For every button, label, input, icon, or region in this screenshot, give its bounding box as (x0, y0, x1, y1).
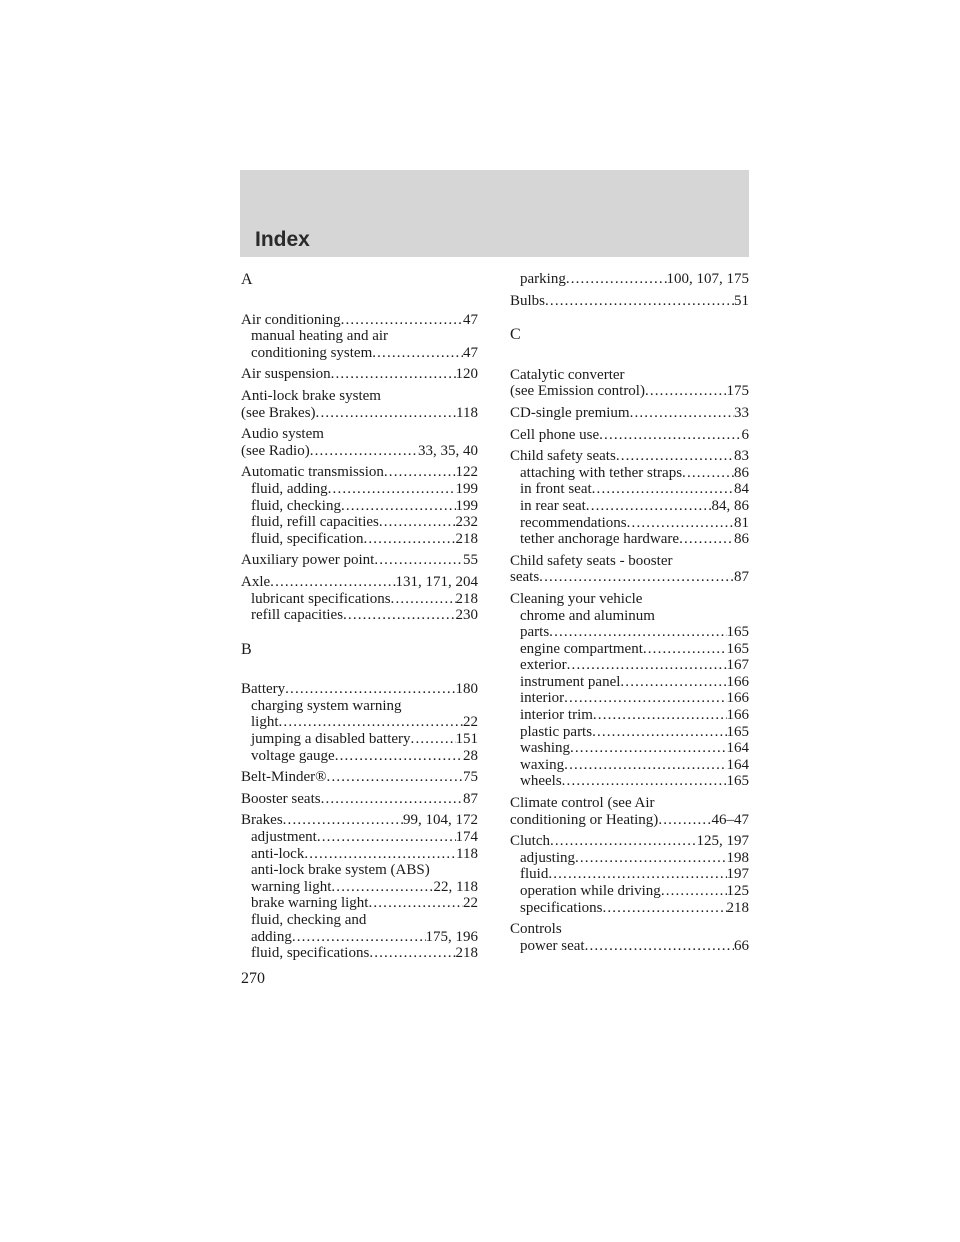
dot-leader (341, 498, 456, 515)
index-page-ref: 47 (463, 311, 478, 328)
index-page-ref: 167 (726, 657, 749, 674)
index-term: Air suspension (241, 366, 331, 383)
index-entry-line (510, 553, 749, 570)
index-entry-line (510, 367, 749, 384)
index-page-ref: 118 (456, 845, 478, 862)
index-term: (see Radio) (241, 442, 310, 459)
index-term: Child safety seats (510, 448, 616, 465)
dot-leader (630, 405, 734, 422)
index-subentry-line (241, 481, 478, 498)
dot-leader (321, 791, 463, 808)
index-page-ref: 22 (463, 895, 478, 912)
index-page-ref: 165 (726, 773, 749, 790)
index-term: interior trim (520, 707, 593, 724)
dot-leader (270, 574, 395, 591)
index-term: (see Emission control) (510, 383, 645, 400)
dot-leader (682, 465, 734, 482)
index-page-ref: 131, 171, 204 (395, 573, 478, 590)
dot-leader (599, 427, 741, 444)
index-term: (see Brakes) (241, 404, 316, 421)
index-subentry-line (241, 345, 478, 362)
index-entry-line (241, 769, 478, 786)
index-entry (241, 312, 478, 362)
index-term: parts (520, 624, 550, 641)
index-subentry-line (241, 879, 478, 896)
index-subentry-line (510, 900, 749, 917)
index-term: specifications (520, 899, 603, 916)
dot-leader (363, 531, 455, 548)
index-entry-line (510, 405, 749, 422)
index-term: adding (251, 928, 292, 945)
index-page-ref: 232 (455, 514, 478, 531)
index-entry (510, 553, 749, 586)
index-subentry-line (241, 846, 478, 863)
index-entry-line (241, 791, 478, 808)
index-term: engine compartment (520, 640, 643, 657)
dot-leader (566, 271, 667, 288)
index-term: fluid, refill capacities (251, 514, 379, 531)
section-letter: C (510, 326, 521, 344)
index-subentry-line (510, 498, 749, 515)
index-term: Axle (241, 573, 271, 590)
index-term: attaching with tether straps (520, 464, 683, 481)
index-term: seats (510, 569, 540, 586)
dot-leader (593, 707, 727, 724)
index-term: fluid, specifications (251, 945, 370, 962)
dot-leader (341, 312, 463, 329)
dot-leader (620, 674, 726, 691)
index-subentry-line (241, 912, 478, 929)
index-term: Cell phone use (510, 426, 600, 443)
index-term: in rear seat (520, 497, 586, 514)
index-term: Brakes (241, 812, 283, 829)
dot-leader (586, 498, 712, 515)
index-page-ref: 87 (463, 790, 478, 807)
dot-leader (379, 514, 456, 531)
index-term: washing (520, 740, 570, 757)
dot-leader (564, 757, 726, 774)
index-entry (510, 448, 749, 548)
index-entry-line (241, 426, 478, 443)
index-term: warning light (251, 878, 332, 895)
index-term: Climate control (see Air (510, 795, 655, 812)
index-page-ref: 47 (463, 344, 478, 361)
index-term: refill capacities (251, 607, 344, 624)
dot-leader (331, 879, 433, 896)
index-subentry-line (241, 591, 478, 608)
index-entry-line (510, 427, 749, 444)
page-number: 270 (241, 970, 265, 987)
index-entry (510, 367, 749, 400)
index-term: power seat (520, 937, 585, 954)
index-subentry-line (510, 724, 749, 741)
dot-leader (391, 591, 456, 608)
index-entry (510, 591, 749, 790)
header-band (240, 170, 749, 257)
index-term: conditioning or Heating) (510, 811, 659, 828)
section-letter: B (241, 640, 252, 658)
index-term: Belt-Minder® (241, 769, 327, 786)
index-page-ref: 218 (726, 899, 749, 916)
index-page-ref: 83 (734, 448, 749, 465)
index-page-ref: 51 (734, 292, 749, 309)
index-entry (510, 427, 749, 444)
dot-leader (661, 883, 727, 900)
index-entry (510, 795, 749, 828)
index-page-ref: 218 (455, 590, 478, 607)
index-page-ref: 197 (726, 866, 749, 883)
index-term: adjusting (520, 849, 575, 866)
index-subentry-line (241, 895, 478, 912)
index-subentry-line (510, 757, 749, 774)
index-page-ref: 199 (455, 497, 478, 514)
index-entry (510, 833, 749, 916)
index-entry-line (241, 312, 478, 329)
dot-leader (645, 383, 727, 400)
index-entry (241, 388, 478, 421)
index-page-ref: 230 (455, 607, 478, 624)
section-letter: A (241, 271, 253, 288)
dot-leader (575, 850, 727, 867)
dot-leader (310, 443, 418, 460)
index-page-ref: 175 (726, 383, 749, 400)
index-term: waxing (520, 756, 565, 773)
index-subentry-line (241, 731, 478, 748)
index-subentry-line (241, 714, 478, 731)
index-subentry-line (241, 945, 478, 962)
index-subentry-line (510, 773, 749, 790)
index-term: instrument panel (520, 673, 621, 690)
index-term: Booster seats (241, 790, 321, 807)
dot-leader (545, 293, 734, 310)
index-page-ref: 166 (726, 690, 749, 707)
dot-leader (548, 866, 726, 883)
index-entry (510, 271, 749, 288)
dot-leader (292, 929, 426, 946)
index-subentry-line (510, 531, 749, 548)
dot-leader (331, 366, 456, 383)
index-subentry-line (510, 608, 749, 625)
index-entry-line (241, 405, 478, 422)
index-page-ref: 22 (463, 714, 478, 731)
index-term: fluid, specification (251, 530, 364, 547)
index-entry-line (241, 388, 478, 405)
index-term: tether anchorage hardware (520, 531, 680, 548)
index-term: charging system warning (251, 697, 402, 714)
index-term: Clutch (510, 833, 550, 850)
dot-leader (616, 448, 734, 465)
index-subentry-line (510, 707, 749, 724)
dot-leader (592, 724, 726, 741)
index-term: manual heating and air (251, 328, 389, 345)
dot-leader (567, 657, 727, 674)
dot-leader (643, 641, 727, 658)
index-term: conditioning system (251, 344, 373, 361)
dot-leader (658, 812, 711, 829)
index-entry-line (510, 591, 749, 608)
index-term: exterior (520, 657, 567, 674)
dot-leader (328, 481, 456, 498)
dot-leader (585, 938, 734, 955)
dot-leader (343, 607, 455, 624)
index-entry (510, 405, 749, 422)
index-page-ref: 22, 118 (433, 878, 478, 895)
index-entry-line (510, 383, 749, 400)
dot-leader (374, 552, 463, 569)
dot-leader (368, 895, 463, 912)
index-term: chrome and aluminum (520, 607, 655, 624)
index-term: in front seat (520, 481, 592, 498)
dot-leader (316, 405, 457, 422)
index-page-ref: 165 (726, 723, 749, 740)
index-column-right (510, 271, 749, 959)
index-page-ref: 175, 196 (425, 928, 478, 945)
index-subentry-line (510, 515, 749, 532)
index-term: parking (520, 271, 566, 287)
index-term: Battery (241, 681, 286, 698)
index-entry-line (241, 443, 478, 460)
index-page-ref: 165 (726, 624, 749, 641)
index-entry-line (510, 833, 749, 850)
dot-leader (372, 345, 463, 362)
index-subentry-line (510, 690, 749, 707)
index-subentry-line (510, 641, 749, 658)
index-subentry-line (510, 938, 749, 955)
dot-leader (411, 731, 456, 748)
index-term: CD-single premium (510, 404, 630, 421)
index-entry-line (241, 366, 478, 383)
index-subentry-line (510, 674, 749, 691)
index-entry-line (510, 448, 749, 465)
index-subentry-line (241, 862, 478, 879)
dot-leader (679, 531, 734, 548)
index-page-ref: 75 (463, 769, 478, 786)
index-term: Cleaning your vehicle (510, 590, 643, 607)
index-page-ref: 199 (455, 480, 478, 497)
index-term: Bulbs (510, 292, 546, 309)
index-page-ref: 164 (726, 740, 749, 757)
index-term: recommendations (520, 514, 627, 531)
index-page-ref: 198 (726, 849, 749, 866)
index-page-ref: 86 (734, 464, 749, 481)
index-subentry-line (241, 748, 478, 765)
index-term: Auxiliary power point (241, 552, 375, 569)
index-term: voltage gauge (251, 747, 335, 764)
index-subentry-line (510, 271, 749, 288)
index-entry-line (241, 681, 478, 698)
index-subentry-line (241, 829, 478, 846)
index-page-ref: 66 (734, 937, 749, 954)
dot-leader (285, 681, 455, 698)
index-term: Child safety seats - booster (510, 552, 673, 569)
index-entry (241, 366, 478, 383)
index-subentry-line (510, 481, 749, 498)
index-page-ref: 28 (463, 747, 478, 764)
dot-leader (304, 846, 456, 863)
index-column-left (241, 271, 478, 967)
index-page-ref: 125, 197 (696, 833, 749, 850)
dot-leader (564, 690, 726, 707)
index-entry (241, 574, 478, 624)
index-entry-line (510, 569, 749, 586)
index-page-ref: 125 (726, 883, 749, 899)
dot-leader (570, 740, 727, 757)
dot-leader (369, 945, 455, 962)
dot-leader (539, 569, 734, 586)
index-term: anti-lock brake system (ABS) (251, 862, 430, 879)
index-entry-line (510, 795, 749, 812)
index-entry-line (241, 552, 478, 569)
index-page-ref: 84 (734, 481, 749, 498)
index-term: Automatic transmission (241, 464, 384, 481)
index-term: fluid, adding (251, 480, 328, 497)
index-entry (241, 769, 478, 786)
dot-leader (335, 748, 463, 765)
index-page-ref: 164 (726, 756, 749, 773)
index-term: anti-lock (251, 845, 305, 862)
dot-leader (279, 714, 463, 731)
index-term: fluid, checking (251, 497, 341, 514)
index-term: adjustment (251, 829, 317, 846)
index-page-ref: 174 (455, 829, 478, 846)
dot-leader (317, 829, 456, 846)
dot-leader (592, 481, 734, 498)
dot-leader (327, 769, 463, 786)
index-term: lubricant specifications (251, 590, 391, 607)
index-entry (241, 681, 478, 764)
index-subentry-line (241, 514, 478, 531)
index-subentry-line (241, 498, 478, 515)
index-term: plastic parts (520, 723, 593, 740)
index-subentry-line (510, 624, 749, 641)
index-page-ref: 218 (455, 945, 478, 962)
index-subentry-line (510, 850, 749, 867)
index-entry (241, 791, 478, 808)
index-page-ref: 86 (734, 531, 749, 548)
index-subentry-line (241, 531, 478, 548)
index-term: brake warning light (251, 895, 369, 912)
index-entry (241, 464, 478, 547)
index-page-ref: 55 (463, 552, 478, 569)
index-entry (241, 552, 478, 569)
index-entry-line (241, 464, 478, 481)
index-page-ref: 84, 86 (711, 497, 749, 514)
index-subentry-line (241, 328, 478, 345)
index-page-ref: 81 (734, 514, 749, 531)
index-entry (241, 812, 478, 961)
index-page-ref: 165 (726, 640, 749, 657)
index-term: Audio system (241, 426, 324, 443)
index-entry (510, 921, 749, 954)
index-term: Controls (510, 921, 562, 938)
index-subentry-line (510, 883, 749, 900)
index-page-ref: 120 (455, 366, 478, 383)
index-subentry-line (241, 929, 478, 946)
index-page-ref: 33 (734, 404, 749, 421)
dot-leader (562, 773, 727, 790)
index-page-ref: 180 (455, 681, 478, 698)
dot-leader (549, 624, 726, 641)
dot-leader (550, 833, 697, 850)
index-entry-line (510, 921, 749, 938)
index-page-ref: 100, 107, 175 (666, 271, 749, 287)
index-entry-line (241, 574, 478, 591)
index-page-ref: 218 (455, 530, 478, 547)
dot-leader (384, 464, 456, 481)
index-page-ref: 99, 104, 172 (403, 812, 478, 829)
dot-leader (602, 900, 726, 917)
index-page-ref: 166 (726, 707, 749, 724)
page-title: Index (255, 228, 310, 251)
index-term: Catalytic converter (510, 366, 625, 383)
index-subentry-line (510, 657, 749, 674)
index-entry-line (510, 293, 749, 310)
index-term: light (251, 714, 279, 731)
index-term: interior (520, 690, 565, 707)
index-page-ref: 166 (726, 673, 749, 690)
index-subentry-line (510, 465, 749, 482)
index-entry-line (241, 812, 478, 829)
dot-leader (283, 812, 403, 829)
index-subentry-line (241, 698, 478, 715)
index-term: Air conditioning (241, 311, 341, 328)
index-subentry-line (241, 607, 478, 624)
index-entry (510, 293, 749, 310)
index-term: wheels (520, 773, 562, 790)
index-term: fluid (520, 866, 549, 883)
index-term: Anti-lock brake system (241, 387, 381, 404)
index-term: fluid, checking and (251, 912, 367, 928)
index-page-ref: 6 (741, 426, 749, 443)
index-term: operation while driving (520, 883, 661, 899)
index-entry (241, 426, 478, 459)
index-page-ref: 118 (456, 404, 478, 421)
index-page-ref: 87 (734, 569, 749, 586)
index-page-ref: 151 (455, 731, 478, 748)
index-subentry-line (510, 740, 749, 757)
index-page-ref: 46–47 (711, 811, 749, 828)
index-entry-line (510, 812, 749, 829)
index-page-ref: 122 (455, 464, 478, 481)
index-term: jumping a disabled battery (251, 731, 411, 748)
index-subentry-line (510, 866, 749, 883)
index-page-ref: 33, 35, 40 (418, 442, 478, 459)
dot-leader (627, 515, 734, 532)
